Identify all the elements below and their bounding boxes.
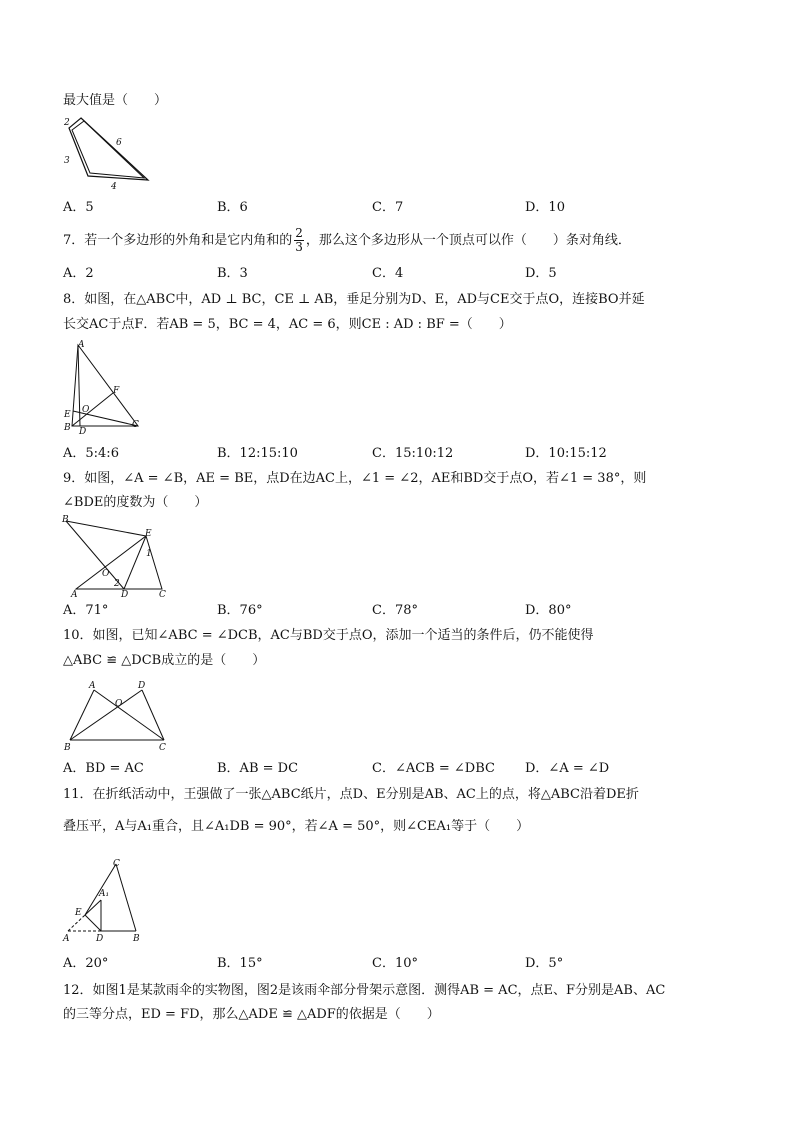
q6-option-b[interactable]: B．6 <box>217 200 248 215</box>
q10-option-a[interactable]: A．BD = AC <box>63 761 144 776</box>
q9-label-angle2: 2 <box>114 579 120 589</box>
q10-label-d: D <box>138 681 146 691</box>
q7-option-a[interactable]: A．2 <box>63 266 94 281</box>
q11-question-line1: 11．在折纸活动中，王强做了一张△ABC纸片，点D、E分别是AB、AC上的点，将△ABC沿着DE折 <box>63 787 639 802</box>
q12-question-line1: 12．如图1是某款雨伞的实物图，图2是该雨伞部分骨架示意图．测得AB = AC，点E、F分别是AB、AC <box>63 983 666 998</box>
q12-question-line2: 的三等分点，ED = FD，那么△ADE ≌ △ADF的依据是（ ） <box>63 1007 440 1022</box>
q7-option-b[interactable]: B．3 <box>217 266 248 281</box>
q9-option-b[interactable]: B．76° <box>217 603 263 618</box>
q10-label-o: O <box>115 699 123 709</box>
q7-fraction-denominator: 3 <box>295 240 303 254</box>
q6-option-a[interactable]: A．5 <box>63 200 94 215</box>
q6-quadrilateral-figure <box>58 112 158 194</box>
q9-label-c: C <box>159 590 166 600</box>
q11-option-b[interactable]: B．15° <box>217 956 263 971</box>
q9-label-o: O <box>102 569 110 579</box>
q11-label-d: D <box>96 934 104 944</box>
q10-option-b[interactable]: B．AB = DC <box>217 761 299 776</box>
q8-label-e: E <box>64 410 71 420</box>
q8-question-line1: 8．如图，在△ABC中，AD ⊥ BC，CE ⊥ AB，垂足分别为D、E，AD与CE交于点O，连接BO并延 <box>63 292 645 307</box>
q6-side-label-6: 6 <box>116 138 122 148</box>
q6-options <box>63 199 743 217</box>
q6-side-label-4: 4 <box>111 182 117 192</box>
q11-question-line2: 叠压平，A与A₁重合，且∠A₁DB = 90°，若∠A = 50°，则∠CEA₁等于（ ） <box>63 819 530 834</box>
q10-question-line2: △ABC ≌ △DCB成立的是（ ） <box>63 653 266 668</box>
q8-option-b[interactable]: B．12:15:10 <box>217 446 298 461</box>
q10-quadrilateral-figure <box>58 678 178 752</box>
q10-options <box>63 760 743 778</box>
q9-label-d: D <box>121 590 129 600</box>
q7-text-after: ，那么这个多边形从一个顶点可以作（ ）条对角线． <box>305 233 631 248</box>
q8-label-b: B <box>64 423 71 433</box>
q11-option-d[interactable]: D．5° <box>525 956 564 971</box>
q8-question-line2: 长交AC于点F．若AB = 5，BC = 4，AC = 6，则CE : AD : BF =（ ） <box>63 317 512 332</box>
q6-side-label-3: 3 <box>64 156 70 166</box>
q8-label-c: C <box>132 420 139 430</box>
q10-label-b: B <box>64 743 71 753</box>
q9-question-line2: ∠BDE的度数为（ ） <box>63 495 208 510</box>
q11-label-a: A <box>63 934 70 944</box>
q10-label-c: C <box>159 743 166 753</box>
q7-fraction <box>294 227 304 254</box>
q11-label-b: B <box>133 934 140 944</box>
q11-folded-triangle-figure <box>58 854 158 944</box>
q10-option-c[interactable]: C．∠ACB = ∠DBC <box>372 761 495 776</box>
q9-question-line1: 9．如图，∠A = ∠B，AE = BE，点D在边AC上，∠1 = ∠2，AE和BD交于点O，若∠1 = 38°，则 <box>63 471 647 486</box>
q8-option-d[interactable]: D．10:15:12 <box>525 446 607 461</box>
q6-option-d[interactable]: D．10 <box>525 200 565 215</box>
q10-question-line1: 10．如图，已知∠ABC = ∠DCB，AC与BD交于点O，添加一个适当的条件后，仍不能使得 <box>63 628 594 643</box>
q6-option-c[interactable]: C．7 <box>372 200 404 215</box>
q8-label-a: A <box>78 340 85 350</box>
q11-label-c: C <box>113 859 120 869</box>
q8-label-f: F <box>113 386 120 396</box>
q9-label-b: B <box>62 515 69 525</box>
q11-label-a1: A₁ <box>99 889 110 899</box>
q8-option-c[interactable]: C．15:10:12 <box>372 446 454 461</box>
q6-side-label-2: 2 <box>64 118 70 128</box>
q8-label-o: O <box>82 405 90 415</box>
q7-question <box>63 225 631 257</box>
q7-options <box>63 265 743 283</box>
q7-option-d[interactable]: D．5 <box>525 266 557 281</box>
q8-label-d: D <box>79 427 87 437</box>
q11-options <box>63 955 743 973</box>
q9-label-angle1: 1 <box>146 549 152 559</box>
q10-option-d[interactable]: D．∠A = ∠D <box>525 761 610 776</box>
q9-label-e: E <box>145 529 152 539</box>
q9-option-a[interactable]: A．71° <box>63 603 109 618</box>
q9-label-a: A <box>71 590 78 600</box>
q11-label-e: E <box>75 908 82 918</box>
q9-option-d[interactable]: D．80° <box>525 603 572 618</box>
q10-label-a: A <box>89 681 96 691</box>
q11-option-c[interactable]: C．10° <box>372 956 418 971</box>
q9-options <box>63 602 743 620</box>
q7-text-before: 7．若一个多边形的外角和是它内角和的 <box>63 233 293 248</box>
q9-triangle-figure <box>58 512 178 598</box>
q11-option-a[interactable]: A．20° <box>63 956 109 971</box>
q7-option-c[interactable]: C．4 <box>372 266 404 281</box>
q6-question-tail: 最大值是（ ） <box>63 93 168 108</box>
q8-triangle-figure <box>58 338 148 436</box>
q8-options <box>63 445 743 463</box>
q7-fraction-numerator: 2 <box>295 226 303 240</box>
q9-option-c[interactable]: C．78° <box>372 603 418 618</box>
q8-option-a[interactable]: A．5:4:6 <box>63 446 119 461</box>
